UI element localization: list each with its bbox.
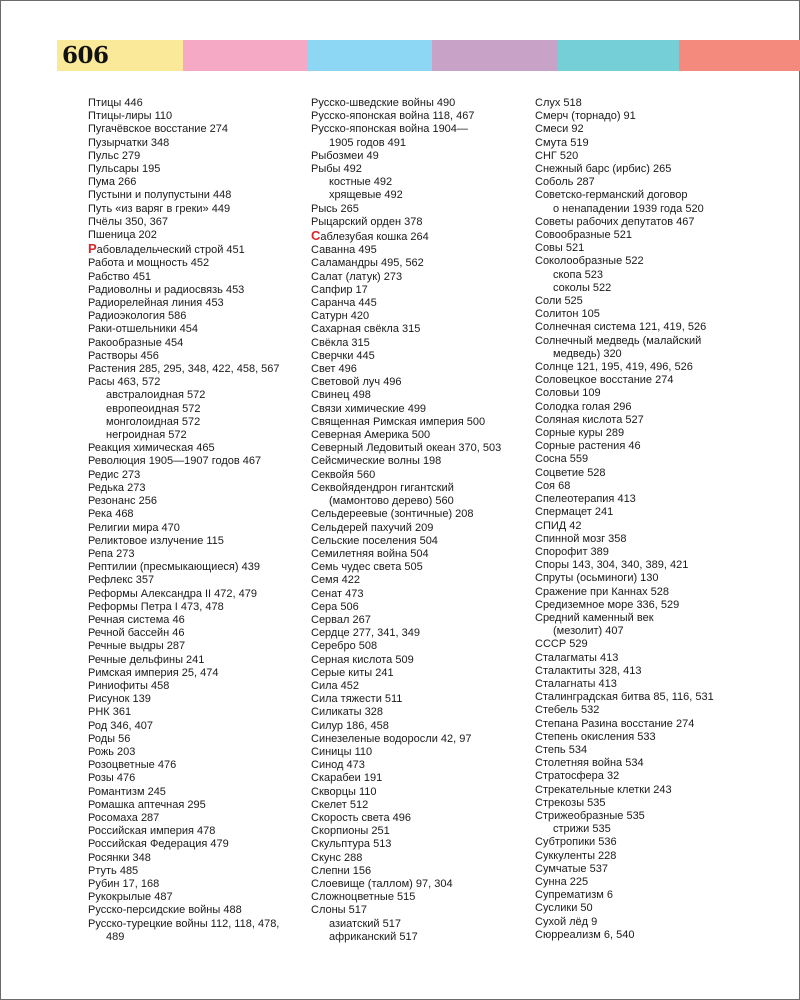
index-entry: Стрекательные клетки 243 bbox=[535, 783, 672, 796]
index-entry: Рожь 203 bbox=[88, 745, 136, 758]
index-entry: Сельдерей пахучий 209 bbox=[311, 521, 434, 534]
index-entry: Работа и мощность 452 bbox=[88, 257, 210, 270]
index-entry: Серная кислота 509 bbox=[311, 653, 414, 666]
index-entry: Романтизм 245 bbox=[88, 785, 166, 798]
page-number: 606 bbox=[62, 42, 109, 69]
index-entry: Радиоэкология 586 bbox=[88, 310, 187, 323]
index-entry: Сила тяжести 511 bbox=[311, 693, 403, 706]
index-subentry: азиатский 517 bbox=[329, 917, 401, 930]
index-entry: Российская империя 478 bbox=[88, 825, 216, 838]
index-entry: Стрекозы 535 bbox=[535, 796, 606, 809]
index-entry: Спорофит 389 bbox=[535, 545, 609, 558]
index-entry: Суслики 50 bbox=[535, 902, 593, 915]
index-entry: Соцветие 528 bbox=[535, 466, 606, 479]
index-subentry: (мезолит) 407 bbox=[553, 625, 624, 638]
index-entry: Сердце 277, 341, 349 bbox=[311, 627, 420, 640]
index-subentry: африканский 517 bbox=[329, 930, 418, 943]
index-entry: Растворы 456 bbox=[88, 349, 159, 362]
index-entry: Свет 496 bbox=[311, 363, 357, 376]
index-entry: РНК 361 bbox=[88, 706, 132, 719]
index-entry: Секвойядендрон гигантский bbox=[311, 481, 454, 494]
index-entry: Степана Разина восстание 274 bbox=[535, 717, 695, 730]
index-entry: Синод 473 bbox=[311, 759, 365, 772]
index-entry: Солнце 121, 195, 419, 496, 526 bbox=[535, 361, 693, 374]
index-entry: Соловьи 109 bbox=[535, 387, 601, 400]
index-entry: Сунна 225 bbox=[535, 875, 589, 888]
index-subentry: стрижи 535 bbox=[553, 823, 611, 836]
index-entry: Сельдереевые (зонтичные) 208 bbox=[311, 508, 474, 521]
index-entry: Саламандры 495, 562 bbox=[311, 257, 424, 270]
index-entry: Раки-отшельники 454 bbox=[88, 323, 198, 336]
index-entry: Репа 273 bbox=[88, 547, 135, 560]
index-entry: Спруты (осьминоги) 130 bbox=[535, 572, 659, 585]
index-entry: Сатурн 420 bbox=[311, 310, 370, 323]
index-columns bbox=[0, 97, 800, 943]
index-entry: Серые киты 241 bbox=[311, 666, 394, 679]
index-entry: Роды 56 bbox=[88, 732, 131, 745]
index-entry: Сумчатые 537 bbox=[535, 862, 608, 875]
index-entry: Спинной мозг 358 bbox=[535, 532, 627, 545]
index-entry: Сила 452 bbox=[311, 679, 360, 692]
index-entry: Сапфир 17 bbox=[311, 283, 368, 296]
index-entry: Речной бассейн 46 bbox=[88, 627, 185, 640]
index-entry: Совы 521 bbox=[535, 242, 585, 255]
index-entry: Скунс 288 bbox=[311, 851, 363, 864]
index-entry: Свинец 498 bbox=[311, 389, 371, 402]
band-segment-teal bbox=[557, 40, 679, 71]
index-entry: Смерч (торнадо) 91 bbox=[535, 110, 636, 123]
index-entry: Супрематизм 6 bbox=[535, 889, 614, 902]
index-entry: Речная система 46 bbox=[88, 613, 185, 626]
index-entry: Ракообразные 454 bbox=[88, 336, 184, 349]
index-subentry: 1905 годов 491 bbox=[329, 136, 406, 149]
index-entry: Пума 266 bbox=[88, 176, 137, 189]
index-entry: Солнечный медведь (малайский bbox=[535, 334, 702, 347]
index-entry: СПИД 42 bbox=[535, 519, 582, 532]
index-subentry: соколы 522 bbox=[553, 281, 612, 294]
index-entry: Сервал 267 bbox=[311, 613, 371, 626]
index-entry: Пшеница 202 bbox=[88, 229, 157, 242]
index-entry bbox=[88, 242, 300, 257]
index-entry: Связи химические 499 bbox=[311, 402, 427, 415]
index-entry: Соболь 287 bbox=[535, 176, 595, 189]
index-entry: Стрижеобразные 535 bbox=[535, 809, 645, 822]
index-entry: Ртуть 485 bbox=[88, 864, 139, 877]
index-entry: Сталагнаты 413 bbox=[535, 677, 617, 690]
index-entry: Семь чудес света 505 bbox=[311, 561, 423, 574]
index-entry: Религии мира 470 bbox=[88, 521, 180, 534]
index-entry: СССР 529 bbox=[535, 638, 588, 651]
index-entry: Рабство 451 bbox=[88, 270, 152, 283]
index-entry: Птицы-лиры 110 bbox=[88, 110, 173, 123]
index-entry: Русско-японская война 118, 467 bbox=[311, 110, 475, 123]
index-entry: Северный Ледовитый океан 370, 503 bbox=[311, 442, 502, 455]
index-entry: Род 346, 407 bbox=[88, 719, 154, 732]
index-entry: Розы 476 bbox=[88, 772, 136, 785]
index-entry: Слоевище (таллом) 97, 304 bbox=[311, 877, 453, 890]
index-entry: Римская империя 25, 474 bbox=[88, 666, 219, 679]
index-column-3 bbox=[535, 97, 755, 942]
index-column-2 bbox=[311, 97, 521, 944]
index-entry: Реформы Петра I 473, 478 bbox=[88, 600, 224, 613]
index-entry: Сера 506 bbox=[311, 600, 359, 613]
index-entry: Сталагматы 413 bbox=[535, 651, 619, 664]
index-entry: Скарабеи 191 bbox=[311, 772, 383, 785]
index-entry: Свёкла 315 bbox=[311, 336, 370, 349]
index-entry: Силикаты 328 bbox=[311, 706, 383, 719]
index-entry: Синицы 110 bbox=[311, 745, 373, 758]
index-entry: Реформы Александра II 472, 479 bbox=[88, 587, 257, 600]
index-subentry: монголоидная 572 bbox=[106, 415, 201, 428]
section-initial-letter: Р bbox=[88, 241, 97, 257]
index-entry: Росянки 348 bbox=[88, 851, 151, 864]
index-entry: Силур 186, 458 bbox=[311, 719, 389, 732]
index-entry: Солнечная система 121, 419, 526 bbox=[535, 321, 707, 334]
index-entry: Рыцарский орден 378 bbox=[311, 215, 423, 228]
index-entry: Сельские поселения 504 bbox=[311, 534, 438, 547]
index-entry: Сейсмические волны 198 bbox=[311, 455, 442, 468]
index-entry: Ромашка аптечная 295 bbox=[88, 798, 206, 811]
header-color-band bbox=[57, 40, 800, 71]
index-entry: Степень окисления 533 bbox=[535, 730, 656, 743]
index-entry: Северная Америка 500 bbox=[311, 429, 431, 442]
index-entry: Смута 519 bbox=[535, 136, 589, 149]
index-entry: Резонанс 256 bbox=[88, 495, 157, 508]
index-entry: Революция 1905—1907 годов 467 bbox=[88, 455, 262, 468]
index-entry: Салат (латук) 273 bbox=[311, 270, 403, 283]
index-entry: Растения 285, 295, 348, 422, 458, 567 bbox=[88, 363, 280, 376]
index-entry: Священная Римская империя 500 bbox=[311, 415, 486, 428]
index-entry: Советско-германский договор bbox=[535, 189, 688, 202]
index-subentry: хрящевые 492 bbox=[329, 189, 403, 202]
index-entry: Сверчки 445 bbox=[311, 349, 375, 362]
index-entry: Речные выдры 287 bbox=[88, 640, 186, 653]
index-entry: Пульсары 195 bbox=[88, 163, 161, 176]
band-segment-blue bbox=[307, 40, 432, 71]
index-entry: Редька 273 bbox=[88, 481, 146, 494]
index-entry: Русско-шведские войны 490 bbox=[311, 97, 456, 109]
index-entry: Реликтовое излучение 115 bbox=[88, 534, 224, 547]
index-entry: Слоны 517 bbox=[311, 904, 367, 917]
index-entry: Саранча 445 bbox=[311, 297, 377, 310]
index-entry: Средиземное море 336, 529 bbox=[535, 598, 680, 611]
band-segment-lilac bbox=[432, 40, 557, 71]
index-entry: Солитон 105 bbox=[535, 308, 600, 321]
index-entry: Споры 143, 304, 340, 389, 421 bbox=[535, 559, 689, 572]
index-entry: Скульптура 513 bbox=[311, 838, 392, 851]
index-entry: Пчёлы 350, 367 bbox=[88, 215, 168, 228]
index-entry: Стебель 532 bbox=[535, 704, 600, 717]
index-entry: Световой луч 496 bbox=[311, 376, 402, 389]
index-entry: Сюрреализм 6, 540 bbox=[535, 928, 635, 941]
index-entry: Розоцветные 476 bbox=[88, 759, 177, 772]
index-entry: Суккуленты 228 bbox=[535, 849, 617, 862]
index-entry: Сорные растения 46 bbox=[535, 440, 641, 453]
index-entry: Стратосфера 32 bbox=[535, 770, 620, 783]
index-entry: Реакция химическая 465 bbox=[88, 442, 215, 455]
index-entry: Серебро 508 bbox=[311, 640, 378, 653]
index-entry: Синезеленые водоросли 42, 97 bbox=[311, 732, 472, 745]
index-entry: Российская Федерация 479 bbox=[88, 838, 229, 851]
index-subentry: скопа 523 bbox=[553, 268, 604, 281]
index-entry: Совообразные 521 bbox=[535, 229, 632, 242]
index-subentry: о ненападении 1939 года 520 bbox=[553, 202, 704, 215]
index-entry: Семилетняя война 504 bbox=[311, 547, 429, 560]
index-entry: Рефлекс 357 bbox=[88, 574, 155, 587]
index-entry: Средний каменный век bbox=[535, 611, 654, 624]
index-entry: Сражение при Каннах 528 bbox=[535, 585, 670, 598]
index-entry: Спермацет 241 bbox=[535, 506, 614, 519]
index-entry: Сахарная свёкла 315 bbox=[311, 323, 421, 336]
index-column-1 bbox=[88, 97, 300, 944]
index-entry: Русско-персидские войны 488 bbox=[88, 904, 242, 917]
index-entry: Скорпионы 251 bbox=[311, 825, 390, 838]
index-entry: Росомаха 287 bbox=[88, 811, 160, 824]
index-entry: Рыбы 492 bbox=[311, 163, 362, 176]
index-entry: Риниофиты 458 bbox=[88, 679, 170, 692]
index-subentry: костные 492 bbox=[329, 176, 393, 189]
index-entry: Степь 534 bbox=[535, 743, 588, 756]
index-entry: Соколообразные 522 bbox=[535, 255, 644, 268]
index-entry: Скорость света 496 bbox=[311, 811, 411, 824]
index-entry: Пугачёвское восстание 274 bbox=[88, 123, 228, 136]
index-entry: Соли 525 bbox=[535, 295, 583, 308]
index-entry: Редис 273 bbox=[88, 468, 141, 481]
index-entry: Соя 68 bbox=[535, 479, 571, 492]
index-entry: Рептилии (пресмыкающиеся) 439 bbox=[88, 561, 260, 574]
index-entry: Расы 463, 572 bbox=[88, 376, 161, 389]
index-entry: Скелет 512 bbox=[311, 798, 369, 811]
index-entry: Рыбозмеи 49 bbox=[311, 149, 379, 162]
index-entry: Сложноцветные 515 bbox=[311, 891, 416, 904]
index-entry: Спелеотерапия 413 bbox=[535, 493, 636, 506]
index-subentry: медведь) 320 bbox=[553, 347, 622, 360]
index-entry: Сосна 559 bbox=[535, 453, 589, 466]
index-subentry: (мамонтово дерево) 560 bbox=[329, 495, 454, 508]
index-entry: Русско-японская война 1904— bbox=[311, 123, 468, 136]
index-entry: Слепни 156 bbox=[311, 864, 372, 877]
index-entry: Рисунок 139 bbox=[88, 693, 151, 706]
index-entry: Секвойя 560 bbox=[311, 468, 376, 481]
index-entry: Русско-турецкие войны 112, 118, 478, bbox=[88, 917, 280, 930]
index-entry: Субтропики 536 bbox=[535, 836, 617, 849]
index-entry bbox=[311, 229, 521, 244]
index-entry: Столетняя война 534 bbox=[535, 757, 644, 770]
index-entry: Советы рабочих депутатов 467 bbox=[535, 215, 695, 228]
index-entry: Пульс 279 bbox=[88, 149, 141, 162]
index-entry: Снежный барс (ирбис) 265 bbox=[535, 163, 672, 176]
index-entry: Слух 518 bbox=[535, 97, 582, 109]
index-entry: Смеси 92 bbox=[535, 123, 584, 136]
index-entry: Сухой лёд 9 bbox=[535, 915, 598, 928]
index-entry: Рубин 17, 168 bbox=[88, 877, 160, 890]
section-initial-letter: С bbox=[311, 228, 321, 244]
band-segment-pink bbox=[183, 40, 307, 71]
index-entry: Пустыни и полупустыни 448 bbox=[88, 189, 232, 202]
index-entry: Сталактиты 328, 413 bbox=[535, 664, 642, 677]
band-segment-coral bbox=[679, 40, 800, 71]
index-entry: Семя 422 bbox=[311, 574, 360, 587]
index-entry: Радиорелейная линия 453 bbox=[88, 297, 224, 310]
index-entry: Соловецкое восстание 274 bbox=[535, 374, 674, 387]
index-entry: Саванна 495 bbox=[311, 244, 377, 257]
index-entry: Соляная кислота 527 bbox=[535, 413, 644, 426]
index-entry: Сенат 473 bbox=[311, 587, 364, 600]
index-subentry: негроидная 572 bbox=[106, 429, 187, 442]
index-entry: Речные дельфины 241 bbox=[88, 653, 205, 666]
index-entry: Скворцы 110 bbox=[311, 785, 377, 798]
index-entry: Сталинградская битва 85, 116, 531 bbox=[535, 691, 714, 704]
index-entry: Река 468 bbox=[88, 508, 134, 521]
index-entry: Путь «из варяг в греки» 449 bbox=[88, 202, 231, 215]
index-entry-text: абовладельческий строй 451 bbox=[96, 244, 245, 257]
index-entry: Солодка голая 296 bbox=[535, 400, 632, 413]
index-entry-text: аблезубая кошка 264 bbox=[320, 231, 429, 244]
index-subentry: европеоидная 572 bbox=[106, 402, 201, 415]
index-entry: Рысь 265 bbox=[311, 202, 359, 215]
index-entry: Радиоволны и радиосвязь 453 bbox=[88, 283, 245, 296]
index-entry: Сорные куры 289 bbox=[535, 427, 625, 440]
index-subentry: австралоидная 572 bbox=[106, 389, 206, 402]
index-subentry: 489 bbox=[106, 930, 125, 943]
index-entry: Пузырчатки 348 bbox=[88, 136, 170, 149]
index-entry: Птицы 446 bbox=[88, 97, 143, 109]
index-entry: СНГ 520 bbox=[535, 149, 579, 162]
index-entry: Рукокрылые 487 bbox=[88, 891, 173, 904]
